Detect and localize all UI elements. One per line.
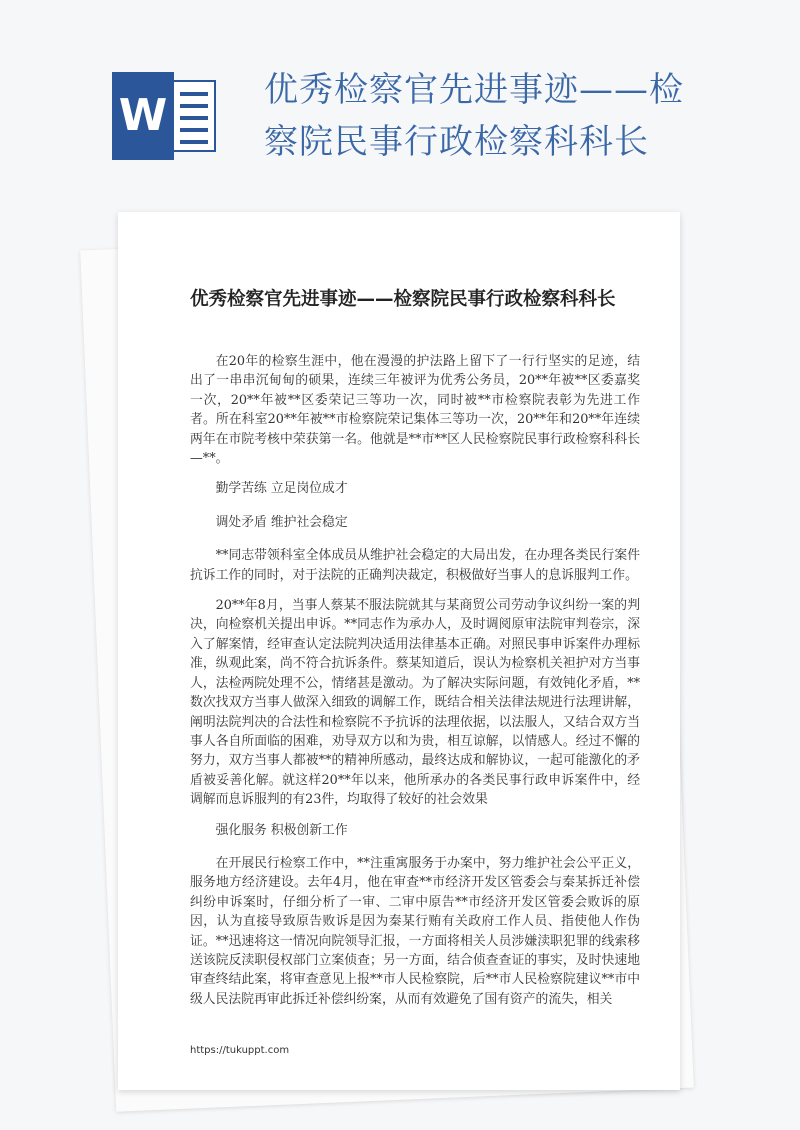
- document-body: [190, 352, 640, 1020]
- page-header-title: 优秀检察官先进事迹——检察院民事行政检察科科长: [264, 70, 684, 162]
- paragraph-intro: 在20年的检察生涯中，他在漫漫的护法路上留下了一行行坚实的足迹，结出了一串串沉甸甸的硕果，连续三年被评为优秀公务员，20**年被**区委嘉奖一次，20**年被**区委荣记三等功一次，同时被**市检察院表彰为先进工作者。所在科室20**年被**市检察院荣记集体三等功一次，20**年和20**年连续两年在市院考核中荣获第一名。他就是**市**区人民检察院民事行政检察科科长—**。: [190, 354, 640, 467]
- word-letter-tile: W: [112, 72, 174, 160]
- paragraph: **同志带领科室全体成员从维护社会稳定的大局出发，在办理各类民行案件抗诉工作的同时，对于法院的正确判决裁定，积极做好当事人的息诉服判工作。: [190, 548, 640, 583]
- section-heading: 勤学苦练 立足岗位成才: [215, 481, 348, 497]
- word-doc-icon: [112, 72, 216, 160]
- paragraph: 在开展民行检察工作中，**注重寓服务于办案中，努力维护社会公平正义，服务地方经济建设。去年4月，他在审查**市经济开发区管委会与秦某拆迁补偿纠纷申诉案时，仔细分析了一审、二审中原告**市经济开发区管委会败诉的原因，认为直接导致原告败诉是因为秦某行贿有关政府工作人员、指使他人作伪证。**迅速将这一情况向院领导汇报，一方面将相关人员涉嫌渎职犯罪的线索移送该院反渎职侵权部门立案侦查；另一方面，结合侦查查证的事实，及时快速地审查终结此案，将审查意见上报**市人民检察院，后**市人民检察院建议**市中级人民法院再审此拆迁补偿纠纷案，从而有效避免了国有资产的流失，相关: [190, 855, 640, 1007]
- footer-url: https://tukuppt.com: [190, 1045, 290, 1056]
- document-title: 优秀检察官先进事迹——检察院民事行政检察科科长: [190, 289, 616, 310]
- section-heading: 强化服务 积极创新工作: [215, 822, 348, 838]
- paragraph: 20**年8月，当事人蔡某不服法院就其与某商贸公司劳动争议纠纷一案的判决，向检察机关提出申诉。**同志作为承办人，及时调阅原审法院审判卷宗，深入了解案情，经审查认定法院判决适用法律基本正确。对照民事申诉案件办理标准，纵观此案，尚不符合抗诉条件。蔡某知道后，误认为检察机关袒护对方当事人，法检两院处理不公，情绪甚是激动。为了解决实际问题，有效钝化矛盾，**数次找双方当事人做深入细致的调解工作，既结合相关法律法规进行法理讲解，阐明法院判决的合法性和检察院不予抗诉的法理依据，以法服人，又结合双方当事人各自所面临的困难，劝导双方以和为贵，相互谅解，以情感人。经过不懈的努力，双方当事人都被**的精神所感动，最终达成和解协议，一起可能激化的矛盾被妥善化解。就这样20**年以来，他所承办的各类民事行政申诉案件中，经调解而息诉服判的有23件，均取得了较好的社会效果: [190, 598, 640, 808]
- section-heading: 调处矛盾 维护社会稳定: [215, 514, 348, 530]
